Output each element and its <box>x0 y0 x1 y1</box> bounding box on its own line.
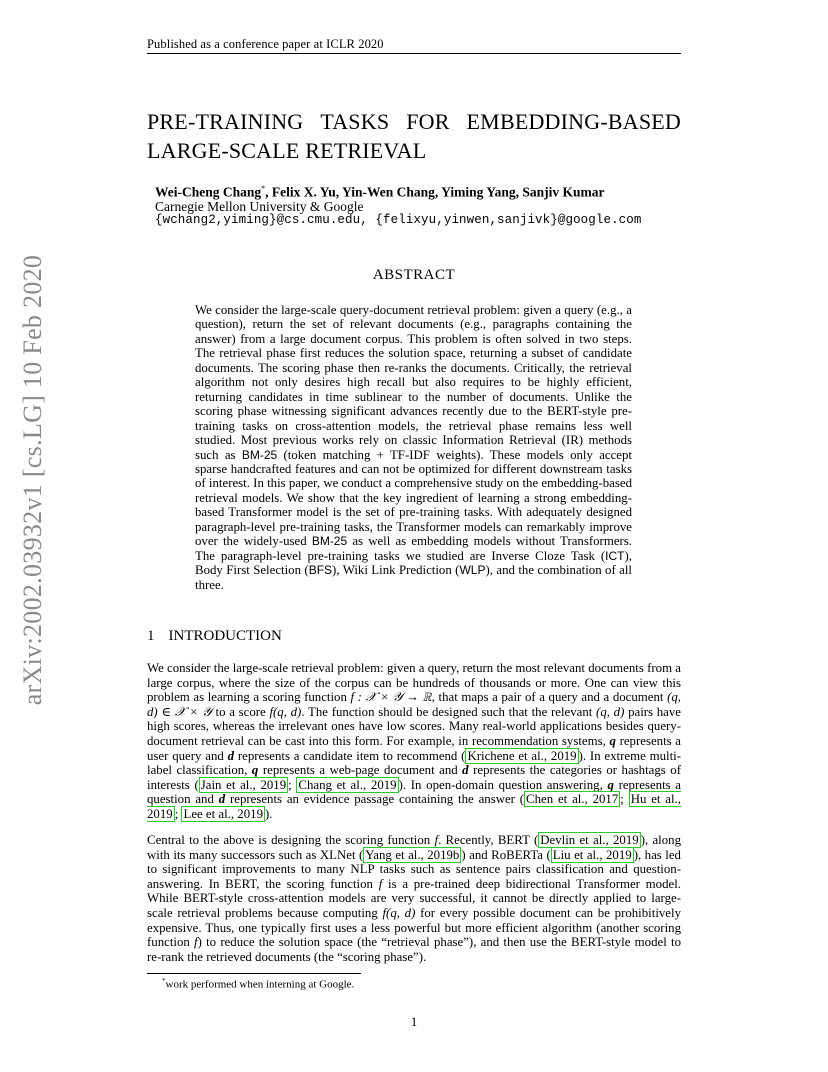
citation-link[interactable]: Hu et al., 2019 <box>147 792 681 821</box>
title-word: TASKS <box>320 109 390 134</box>
citation-link[interactable]: Krichene et al., 2019 <box>467 748 577 763</box>
section-title: INTRODUCTION <box>168 628 282 644</box>
page-number: 1 <box>410 1014 418 1029</box>
title-line-2: LARGE-SCALE RETRIEVAL <box>147 138 427 163</box>
header-rule <box>147 53 681 54</box>
footnote-rule <box>147 973 361 974</box>
bfs-term: BFS <box>308 563 333 578</box>
footnote-mark: * <box>162 977 166 985</box>
author-emails: {wchang2,yiming}@cs.cmu.edu, {felixyu,yinwen,sanjivk}@google.com <box>155 213 642 227</box>
ict-term: ICT <box>605 548 625 563</box>
affiliation: Carnegie Mellon University & Google <box>155 199 364 214</box>
citation-link[interactable]: Liu et al., 2019 <box>552 847 632 862</box>
title-word: EMBEDDING-BASED <box>466 109 681 134</box>
citation-link[interactable]: Devlin et al., 2019 <box>540 833 639 847</box>
title-word: PRE-TRAINING <box>147 109 304 134</box>
section-number: 1 <box>147 628 155 644</box>
title-word: FOR <box>406 109 450 134</box>
citation-link[interactable]: Jain et al., 2019 <box>200 777 287 792</box>
citation-link[interactable]: Yang et al., 2019b <box>365 847 460 862</box>
footnote: *work performed when interning at Google. <box>162 977 355 991</box>
abstract-heading: ABSTRACT <box>372 267 456 283</box>
bm25-term: BM-25 <box>241 447 278 462</box>
arxiv-stamp-text: arXiv:2002.03932v1 [cs.LG] 10 Feb 2020 <box>18 254 47 706</box>
intro-paragraph-2: Central to the above is designing the scoring function f. Recently, BERT ( Devlin et al., 2019 ), along with its many successors such as XLNet ( Yang et al., 2019b ) and RoBERTa ( Liu et al., 2019 ), has led to significant improvements to many NLP tasks such as sentence pairs classification and question-answering. In BERT, the scoring function f is a pre-trained deep bidirectional Transformer model. While BERT-style cross-attention models are very successful, it cannot be directly applied to large-scale retrieval problems because computing f(q, d) for every possible document can be prohibitively expensive. Thus, one typically first uses a less powerful but more efficient algorithm (another scoring function f) to reduce the solution space (the “retrieval phase”), and then use the BERT-style model to re-rank the retrieved documents (the “scoring phase”). <box>147 833 682 964</box>
intro-paragraph-1: We consider the large-scale retrieval problem: given a query, return the most relevant documents from a large corpus, where the size of the corpus can be hundreds of thousands or more. One can view this problem as learning a scoring function f : 𝒳 × 𝒴 → ℝ, that maps a pair of a query and a document (q, d) ∈ 𝒳 × 𝒴 to a score f(q, d). The function should be designed such that the relevant (q, d) pairs have high scores, whereas the irrelevant ones have low scores. Many real-world applications besides query-document retrieval can be cast into this form. For example, in recommendation systems, q represents a user query and d represents a candidate item to recommend ( Krichene et al., 2019 ). In extreme multi-label classification, q represents a web-page document and d represents the categories or hashtags of interests ( Jain et al., 2019 ; Chang et al., 2019 ). In open-domain question answering, q represents a question and d represents an evidence passage containing the answer ( Chen et al., 2017 ; Hu et al., 2019 ; Lee et al., 2019 ). <box>147 661 682 821</box>
arxiv-stamp <box>8 254 58 706</box>
author-list: Wei-Cheng Chang*, Felix X. Yu, Yin-Wen Chang, Yiming Yang, Sanjiv Kumar <box>155 184 605 200</box>
footnote-mark: * <box>261 184 266 193</box>
citation-link[interactable]: Chang et al., 2019 <box>298 777 397 792</box>
paper-title <box>147 107 681 165</box>
running-head: Published as a conference paper at ICLR 2020 <box>147 37 384 51</box>
section-heading <box>147 628 282 645</box>
citation-link[interactable]: Lee et al., 2019 <box>183 806 263 821</box>
abstract-body: We consider the large-scale query-document retrieval problem: given a query (e.g., a question), return the set of relevant documents (e.g., paragraphs containing the answer) from a large document corpus. This problem is often solved in two steps. The retrieval phase first reduces the solution space, returning a subset of candidate documents. The scoring phase then re-ranks the documents. Critically, the retrieval algorithm not only desires high recall but also requires to be highly efficient, returning candidates in time sublinear to the number of documents. Unlike the scoring phase witnessing significant advances recently due to the BERT-style pre-training tasks on cross-attention models, the retrieval phase remains less well studied. Most previous works rely on classic Information Retrieval (IR) methods such as BM-25 (token matching + TF-IDF weights). These models only accept sparse handcrafted features and can not be optimized for different downstream tasks of interest. In this paper, we conduct a comprehensive study on the embedding-based retrieval models. We show that the key ingredient of learning a strong embedding-based Transformer model is the set of pre-training tasks. With adequately designed paragraph-level pre-training tasks, the Transformer models can remarkably improve over the widely-used BM-25 as well as embedding models without Transformers. The paragraph-level pre-training tasks we studied are Inverse Cloze Task (ICT), Body First Selection (BFS), Wiki Link Prediction (WLP), and the combination of all three. <box>195 303 632 592</box>
bm25-term: BM-25 <box>311 534 348 549</box>
citation-link[interactable]: Chen et al., 2017 <box>526 792 619 807</box>
wlp-term: WLP <box>459 563 486 578</box>
